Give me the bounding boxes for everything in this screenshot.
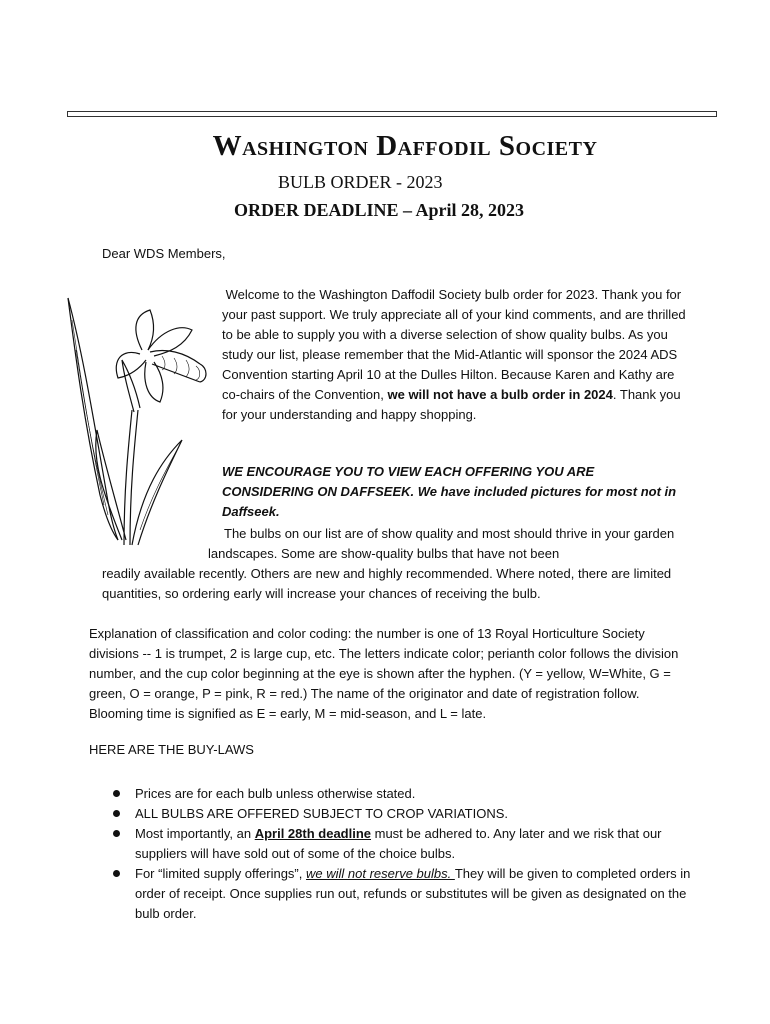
no-order-2024-notice: we will not have a bulb order in 2024 [387,387,613,402]
deadline-emphasis: April 28th deadline [254,826,372,841]
welcome-text: Welcome to the Washington Daffodil Society bulb order for 2023. Thank you for your past support. We truly appreciate all of your kind comments, and are thrilled to be able to supply you with a diverse selection of show quality bulbs. As you study our list, please remember that the Mid-Atlantic will sponsor the 2024 ADS Convention starting April 10 at the Dulles Hilton. Because Karen and Kathy are co-chairs of the Convention, [222,287,686,402]
buy-law-crop: ALL BULBS ARE OFFERED SUBJECT TO CROP VARIATIONS. [135,806,509,821]
no-reserve-emphasis: we will not reserve bulbs. [306,866,455,881]
top-rule [67,111,717,117]
daffodil-illustration-icon [62,290,212,550]
bulb-quality-paragraph-part2: readily available recently. Others are new and highly recommended. Where noted, there are limited quantities, so ordering early will increase your chances of receiving the bulb. [102,566,672,601]
buy-law-prices: Prices are for each bulb unless otherwise stated. [135,786,416,801]
buy-law-item: For “limited supply offerings”, we will not reserve bulbs. They will be given to completed orders in order of receipt. Once supplies run out, refunds or substitutes will be given as designated on the bulb order. [110,864,700,924]
order-deadline-heading: ORDER DEADLINE – April 28, 2023 [234,200,525,220]
buy-law-item: Most importantly, an April 28th deadline must be adhered to. Any later and we risk that our suppliers will have sold out of some of the choice bulbs. [110,824,700,864]
buy-laws-heading: HERE ARE THE BUY-LAWS [89,742,254,757]
welcome-closing: . Thank you for your understanding and happy shopping. [222,387,681,422]
society-title: Washington Daffodil Society [212,130,598,162]
salutation: Dear WDS Members, [102,246,226,261]
bulb-order-subtitle: BULB ORDER - 2023 [278,172,443,192]
buy-law-item [110,784,700,804]
classification-explanation: Explanation of classification and color coding: the number is one of 13 Royal Horticulture Society divisions -- 1 is trumpet, 2 is large cup, etc. The letters indicate color; perianth color follows the division number, and the cup color beginning at the eye is shown after the hyphen. (Y = yellow, W=White, G = green, O = orange, P = pink, R = red.) The name of the originator and date of registration follow. Blooming time is signified as E = early, M = mid-season, and L = late. [89,626,679,721]
welcome-paragraph [222,285,688,425]
daffseek-encouragement: WE ENCOURAGE YOU TO VIEW EACH OFFERING YOU ARE CONSIDERING ON DAFFSEEK. We have included pictures for most not in Daffseek. [222,464,677,519]
bulb-quality-paragraph-part1: The bulbs on our list are of show quality and most should thrive in your garden landscapes. Some are show-quality bulbs that have not been [208,526,675,561]
buy-laws-list [110,784,700,924]
buy-law-item [110,804,700,824]
